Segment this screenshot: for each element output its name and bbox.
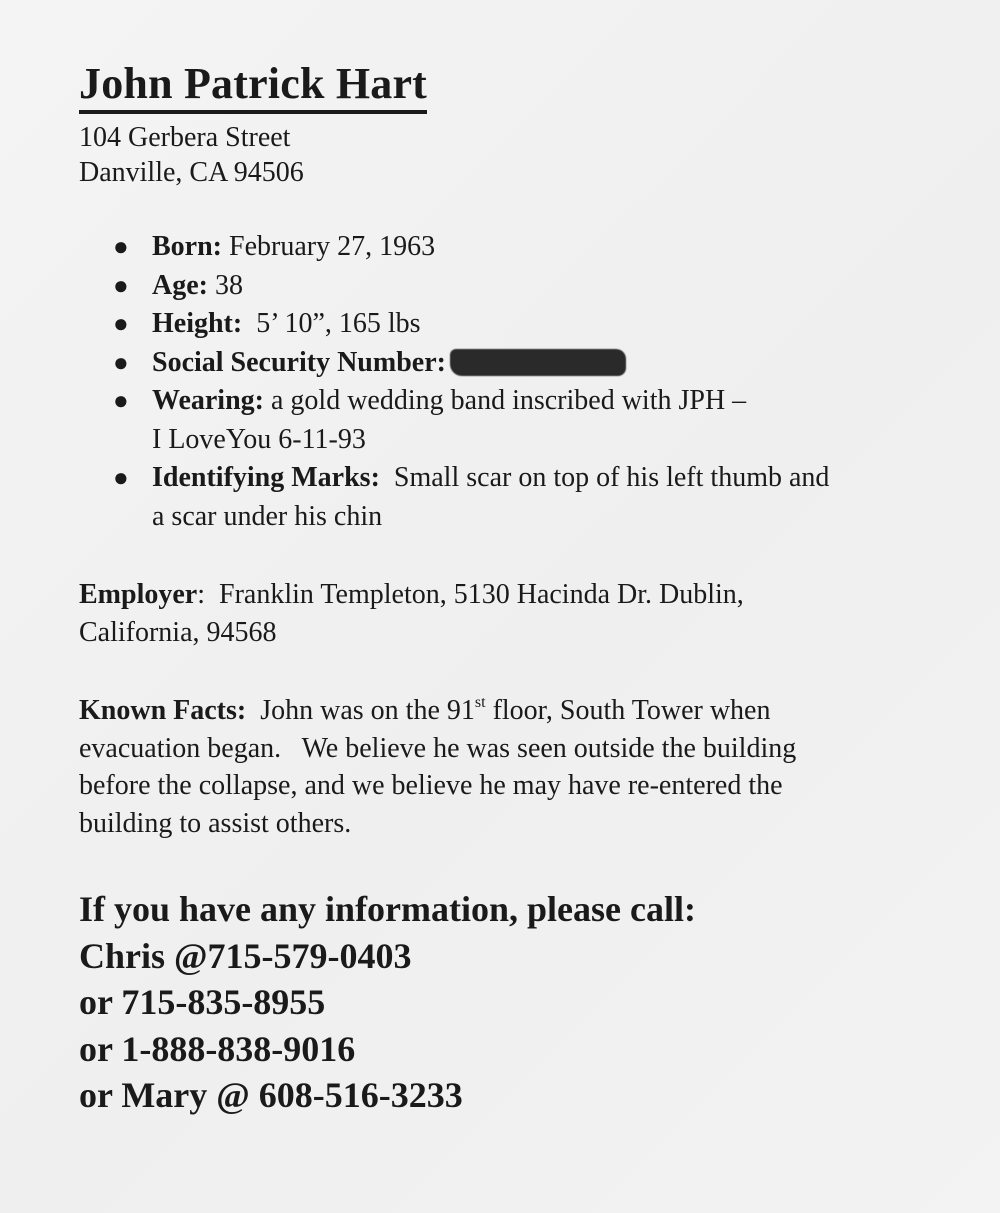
known-facts-line-1a: John was on the 91 xyxy=(260,695,475,726)
fact-value: 38 xyxy=(214,269,243,301)
employer-label: Employer xyxy=(79,579,198,610)
fact-value: Small scar on top of his left thumb and xyxy=(393,462,830,493)
fact-value-continued: I LoveYou 6-11-93 xyxy=(152,423,366,455)
fact-born xyxy=(79,228,959,267)
employer-line-2: California, 94568 xyxy=(79,616,277,648)
known-facts-label: Known Facts: xyxy=(79,695,247,726)
fact-value: 5’ 10”, 165 lbs xyxy=(256,308,421,339)
fact-label: Height: xyxy=(152,308,243,339)
fact-wearing xyxy=(79,382,959,459)
fact-identifying-marks xyxy=(79,459,959,536)
contact-phone-alt: or 715-835-8955 xyxy=(79,982,326,1022)
known-facts-line-1b: floor, South Tower when xyxy=(485,695,771,726)
known-facts-line-2: evacuation began. We believe he was seen outside the building xyxy=(79,732,797,764)
fact-age xyxy=(79,267,959,306)
fact-label: Identifying Marks: xyxy=(152,462,380,493)
known-facts-section xyxy=(79,692,959,842)
person-name: John Patrick Hart xyxy=(79,58,427,114)
bullet-icon: ● xyxy=(113,347,129,377)
facts-list xyxy=(79,228,959,536)
address-line-2: Danville, CA 94506 xyxy=(79,157,304,188)
fact-height xyxy=(79,305,959,344)
bullet-icon: ● xyxy=(113,232,129,261)
contact-section xyxy=(79,886,959,1119)
known-facts-line-4: building to assist others. xyxy=(79,807,352,839)
bullet-icon: ● xyxy=(113,463,129,492)
contact-phone-chris: Chris @715-579-0403 xyxy=(79,935,412,976)
contact-heading: If you have any information, please call: xyxy=(79,889,696,929)
employer-line-1: Franklin Templeton, 5130 Hacinda Dr. Dublin, xyxy=(219,579,744,610)
contact-phone-tollfree: or 1-888-838-9016 xyxy=(79,1028,356,1069)
bullet-icon: ● xyxy=(113,270,129,300)
fact-label: Social Security Number: xyxy=(152,346,446,378)
contact-phone-mary: or Mary @ 608-516-3233 xyxy=(79,1075,463,1115)
redaction-mark xyxy=(450,349,626,376)
fact-value: a gold wedding band inscribed with JPH – xyxy=(271,385,747,416)
bullet-icon: ● xyxy=(113,309,129,338)
ordinal-suffix: st xyxy=(474,694,486,711)
flyer-content xyxy=(79,58,959,1119)
address-block xyxy=(79,120,959,190)
bullet-icon: ● xyxy=(113,386,129,415)
employer-section: Employer: Franklin Templeton, 5130 Hacinda Dr. Dublin, California, 94568 xyxy=(79,579,744,648)
fact-label: Age: xyxy=(152,269,208,301)
fact-label: Born: xyxy=(152,231,222,262)
fact-ssn xyxy=(79,344,959,383)
address-line-1: 104 Gerbera Street xyxy=(79,122,291,153)
fact-value: February 27, 1963 xyxy=(229,231,436,262)
known-facts-line-3: before the collapse, and we believe he may have re-entered the xyxy=(79,770,783,801)
fact-value-continued: a scar under his chin xyxy=(152,500,383,532)
fact-label: Wearing: xyxy=(152,385,264,416)
